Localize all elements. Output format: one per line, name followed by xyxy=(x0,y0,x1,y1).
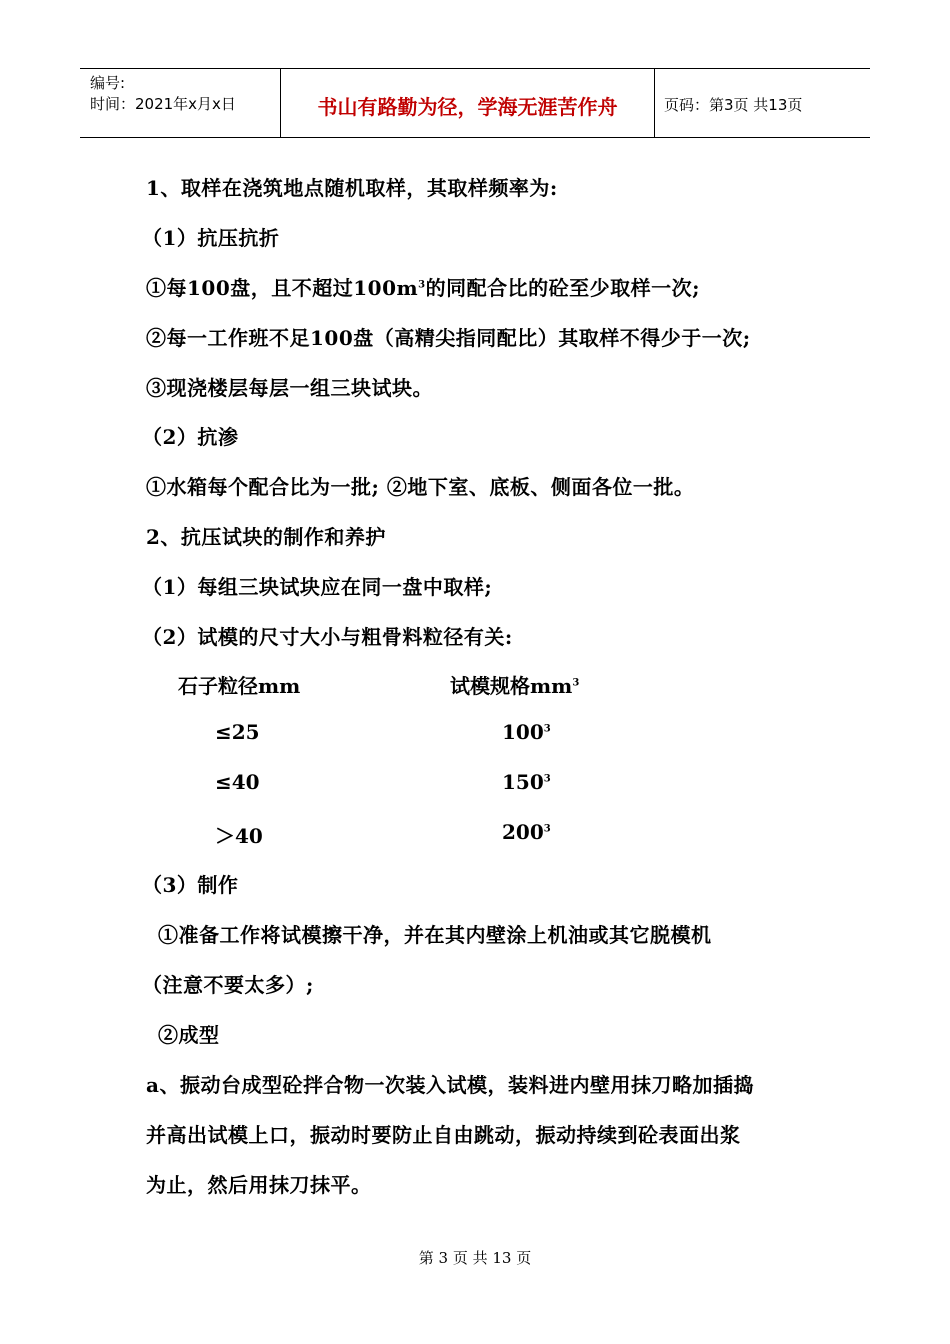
para-vibration-1: a、振动台成型砼拌合物一次装入试模，装料进内壁用抹刀略加插捣 xyxy=(146,1073,754,1097)
page-footer: 第 3 页 共 13 页 xyxy=(418,1249,532,1267)
table-header-mold-spec: 试模规格$mm^3$ xyxy=(450,674,580,698)
para-section-2-heading: 2、抗压试块的制作和养护 xyxy=(146,525,386,549)
para-sample-same-batch: （1）每组三块试块应在同一盘中取样; xyxy=(142,575,493,599)
header-page-cell xyxy=(654,69,870,137)
header-meta-cell xyxy=(80,69,280,137)
number-label: 编号: xyxy=(90,74,126,92)
para-vibration-3: 为止，然后用抹刀抹平。 xyxy=(146,1173,372,1197)
para-rule-2: ②每一工作班不足100盘（高精尖指同配比）其取样不得少于一次; xyxy=(146,326,751,350)
table-cell-spec: $150^3$ xyxy=(502,770,551,794)
header-motto-cell xyxy=(280,69,655,137)
para-sampling-frequency: 1、取样在浇筑地点随机取样，其取样频率为: xyxy=(146,176,558,200)
header-page-info: 页码：第3页 共13页 xyxy=(664,96,803,114)
para-production-heading: （3）制作 xyxy=(142,873,239,897)
para-mold-size: （2）试模的尺寸大小与粗骨料粒径有关: xyxy=(142,625,513,649)
para-forming-heading: ②成型 xyxy=(158,1023,220,1047)
table-cell-spec: $100^3$ xyxy=(502,720,551,744)
table-cell-spec: $200^3$ xyxy=(502,820,551,844)
para-vibration-2: 并高出试模上口，振动时要防止自由跳动，振动持续到砼表面出浆 xyxy=(146,1123,741,1147)
para-rule-3: ③现浇楼层每层一组三块试块。 xyxy=(146,376,433,400)
page-header xyxy=(80,68,870,138)
para-impermeability-heading: （2）抗渗 xyxy=(142,425,239,449)
para-compression-heading: （1）抗压抗折 xyxy=(142,226,280,250)
table-cell-size: ≤25 xyxy=(215,720,260,744)
table-cell-size: ≤40 xyxy=(215,770,260,794)
para-rule-1: ①每100盘，且不超过$100m^3$的同配合比的砼至少取样一次; xyxy=(146,276,701,300)
para-impermeability-rule: ①水箱每个配合比为一批; ②地下室、底板、侧面各位一批。 xyxy=(146,475,695,499)
table-cell-size: ＞40 xyxy=(215,824,263,848)
para-preparation: ①准备工作将试模擦干净，并在其内壁涂上机油或其它脱模机 xyxy=(158,923,712,947)
time-label: 时间：2021年x月x日 xyxy=(90,95,236,113)
table-header-aggregate-size: 石子粒径mm xyxy=(178,674,301,698)
para-preparation-note: （注意不要太多）; xyxy=(142,973,314,997)
header-motto: 书山有路勤为径，学海无涯苦作舟 xyxy=(317,95,618,119)
